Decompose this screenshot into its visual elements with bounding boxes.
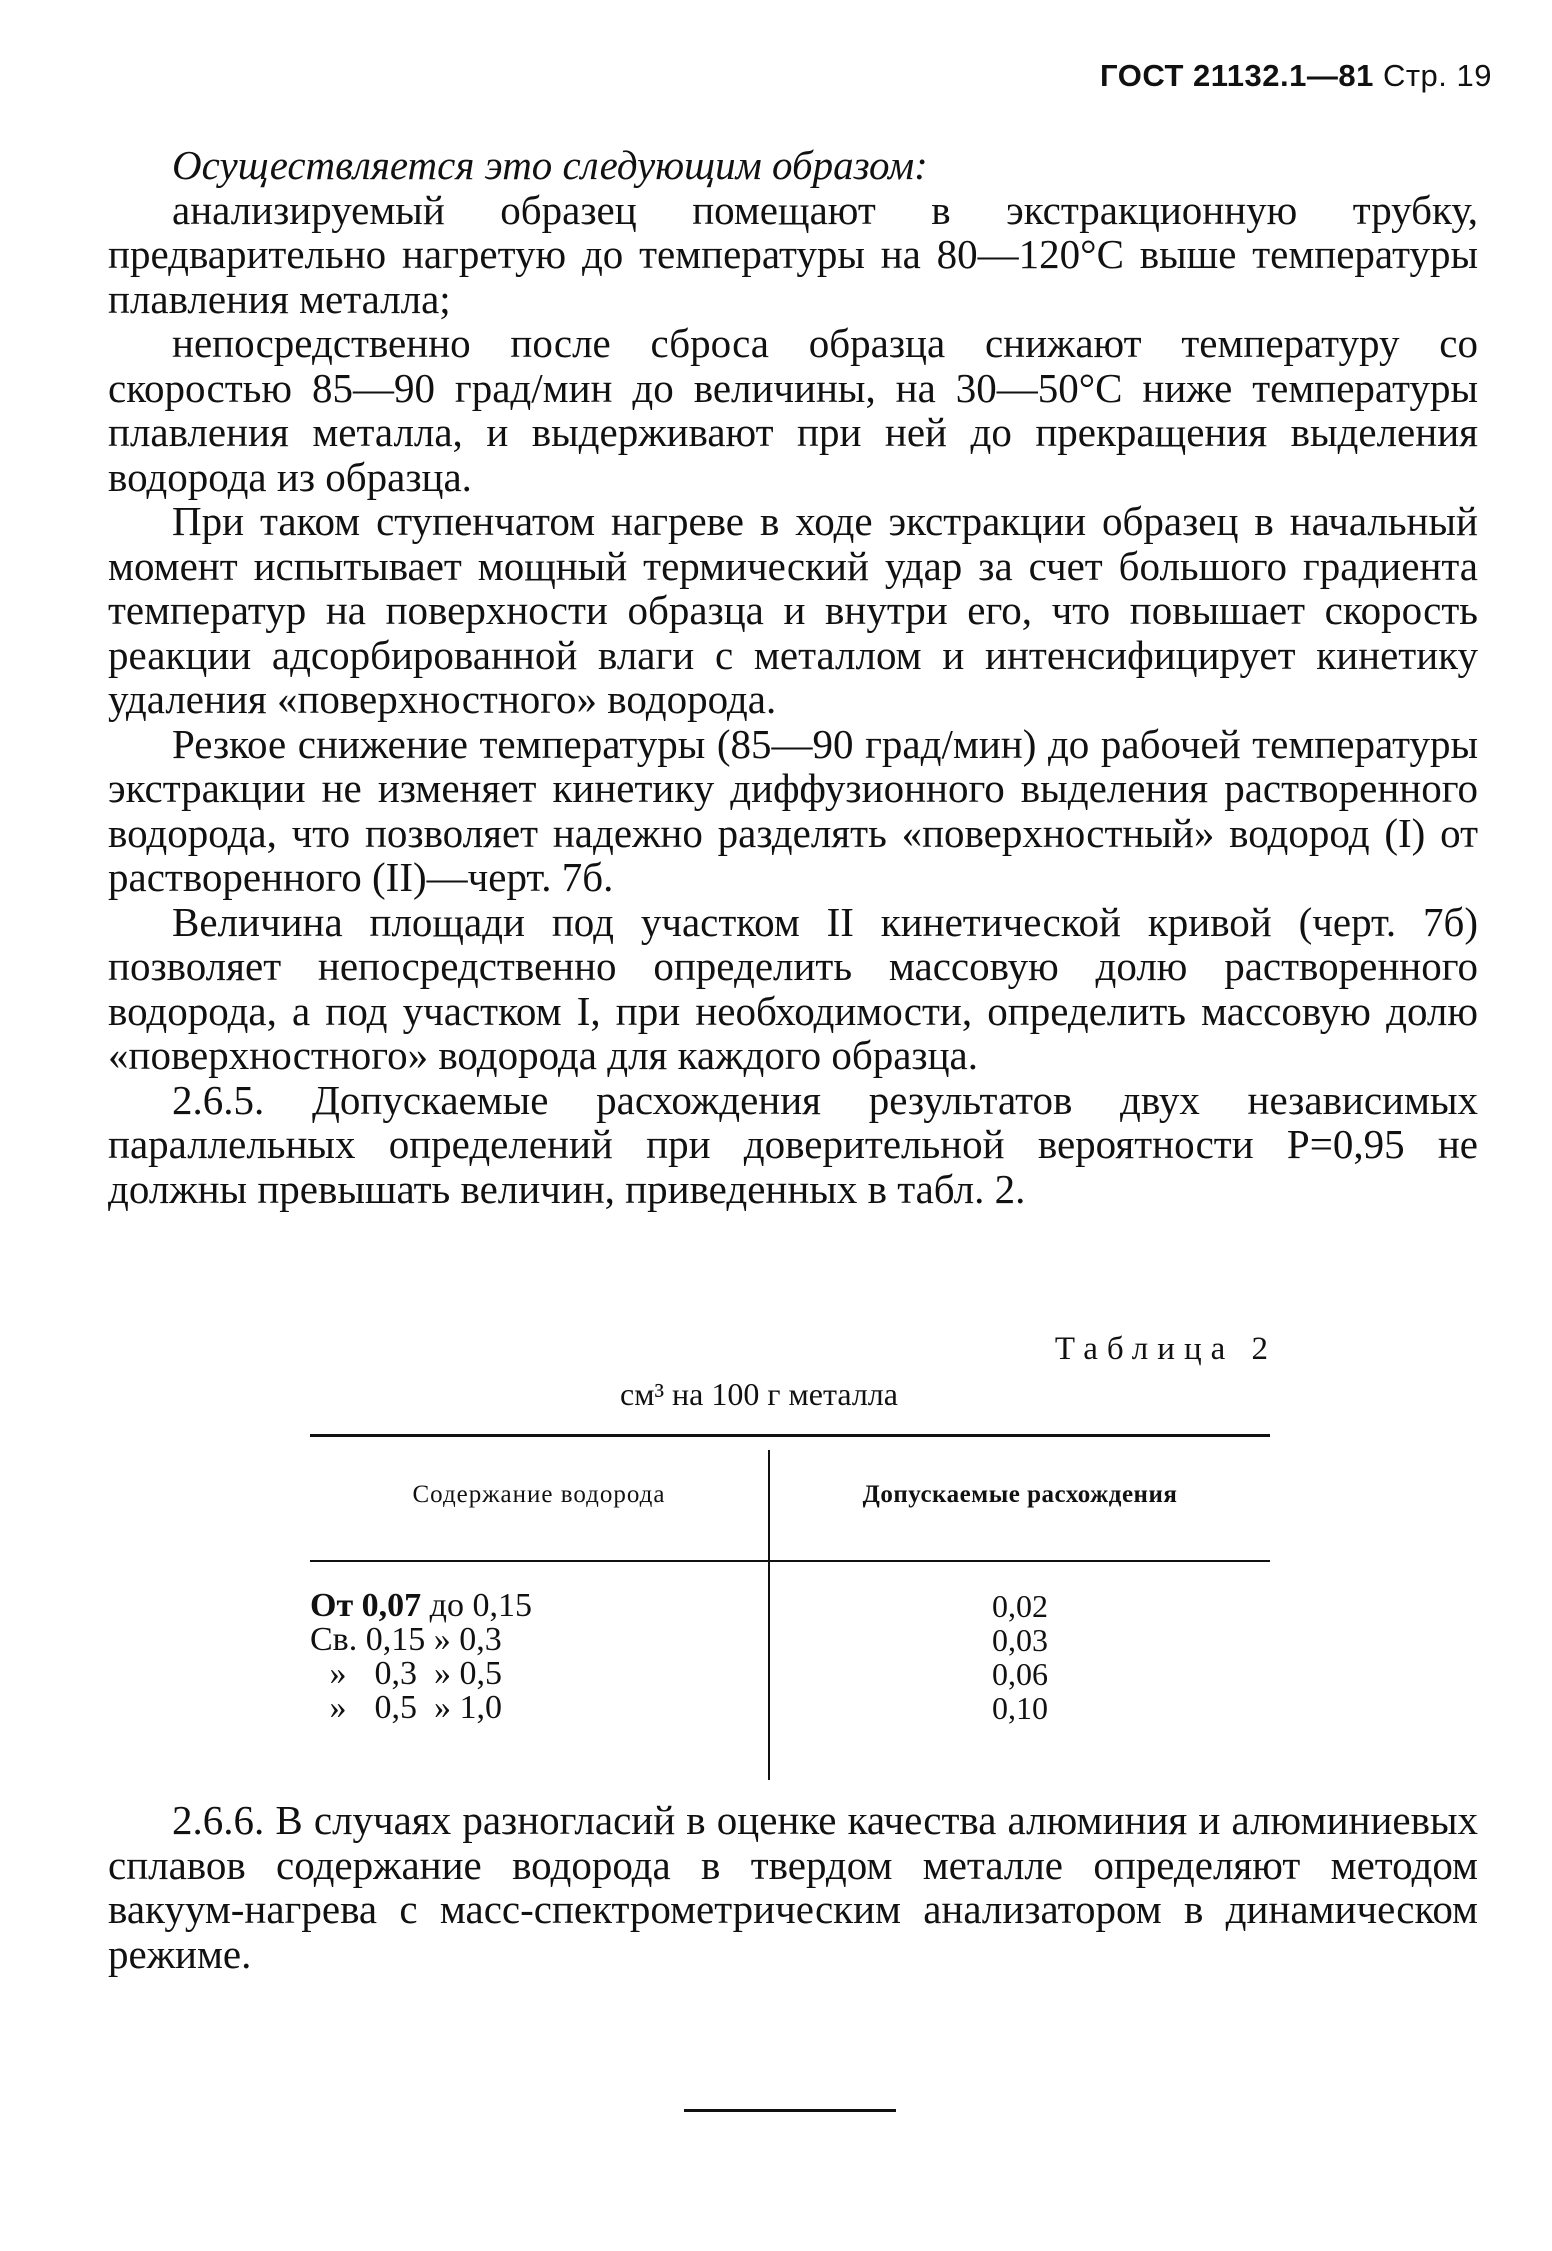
table-top-rule [310, 1434, 1270, 1437]
tolerance-value: 0,10 [992, 1690, 1048, 1726]
row-from: 0,07 [361, 1587, 422, 1624]
table-caption: Таблица 2 [1054, 1331, 1277, 1367]
row-from: 0,15 [365, 1621, 426, 1658]
table-units: см³ на 100 г металла [620, 1376, 898, 1412]
tolerance-column [770, 1589, 1270, 1725]
intro-paragraph: Осуществляется это следующим образом: [172, 142, 928, 188]
row-mid: » [433, 1621, 451, 1658]
row-to: 0,3 [459, 1621, 502, 1658]
row-to: 0,15 [472, 1587, 532, 1624]
tolerance-value: 0,02 [992, 1588, 1048, 1624]
page-header [1100, 58, 1492, 94]
table-row [310, 1657, 750, 1691]
table-row [310, 1589, 750, 1623]
table-row [310, 1691, 750, 1725]
header-hydrogen-content: Содержание водорода [412, 1481, 666, 1508]
tolerance-table [310, 1434, 1270, 1780]
document-code: ГОСТ 21132.1—81 [1100, 58, 1374, 93]
end-rule [684, 2109, 896, 2112]
body-text [108, 143, 1478, 1211]
paragraph: анализируемый образец помещают в экстракционную трубку, предварительно нагретую до температуры на 80—120°С выше температуры плавления металла; [108, 186, 1478, 322]
clause-2-6-6: 2.6.6. В случаях разногласий в оценке качества алюминия и алюминиевых сплавов содержание водорода в твердом металле определяют методом вакуум-нагрева с масс-спектрометрическим анализатором в динамическом режиме. [108, 1797, 1478, 1977]
row-to: 0,5 [459, 1655, 502, 1692]
row-prefix: » [329, 1655, 347, 1692]
closing-text [108, 1798, 1478, 1976]
paragraph: При таком ступенчатом нагреве в ходе экстракции образец в начальный момент испытывает мощный термический удар за счет большого градиента температур на поверхности образца и внутри его, что повышает скорость реакции адсорбированной влаги с металлом и интенсифицирует кинетику удаления «поверхностного» водорода. [108, 498, 1478, 722]
table-row [310, 1623, 750, 1657]
tolerance-value: 0,03 [992, 1622, 1048, 1658]
clause-2-6-5: 2.6.5. Допускаемые расхождения результатов двух независимых параллельных определений при доверительной вероятности Р=0,95 не должны превышать величин, приведенных в табл. 2. [108, 1076, 1478, 1212]
row-mid: » [434, 1689, 451, 1726]
paragraph: Величина площади под участком II кинетической кривой (черт. 7б) позволяет непосредственно определить массовую долю растворенного водорода, а под участком I, при необходимости, определить массовую долю «поверхностного» водорода для каждого образца. [108, 898, 1478, 1078]
row-from: 0,5 [374, 1689, 417, 1726]
paragraph: Резкое снижение температуры (85—90 град/мин) до рабочей температуры экстракции не изменяет кинетику диффузионного выделения растворенного водорода, что позволяет надежно разделять «поверхностный» водород (I) от растворенного (II)—черт. 7б. [108, 720, 1478, 900]
hydrogen-content-column [310, 1589, 750, 1725]
paragraph: непосредственно после сброса образца снижают температуру со скоростью 85—90 град/мин до величины, на 30—50°С ниже температуры плавления металла, и выдерживают при ней до прекращения выделения водорода из образца. [108, 320, 1478, 500]
page-number: Стр. 19 [1382, 58, 1492, 93]
row-mid: до [429, 1587, 464, 1624]
row-prefix: Св. [310, 1621, 358, 1658]
header-rule [310, 1560, 1270, 1562]
row-to: 1,0 [459, 1689, 502, 1726]
row-from: 0,3 [374, 1655, 417, 1692]
row-prefix: » [329, 1689, 347, 1726]
header-tolerance: Допускаемые расхождения [862, 1481, 1178, 1508]
tolerance-value: 0,06 [992, 1656, 1048, 1692]
row-prefix: От [310, 1587, 354, 1624]
row-mid: » [434, 1655, 451, 1692]
